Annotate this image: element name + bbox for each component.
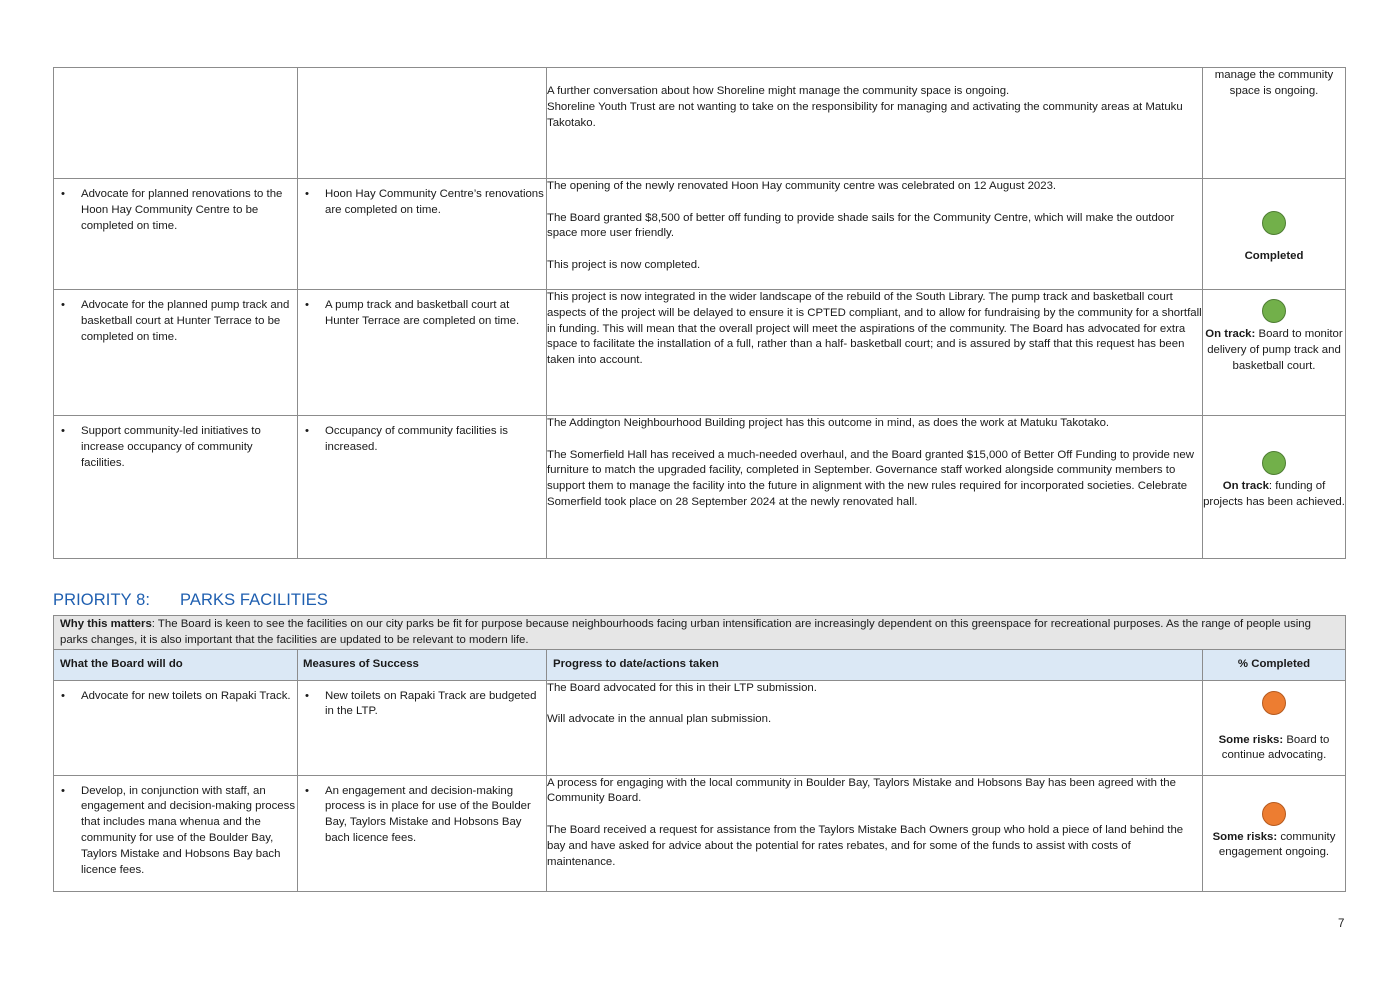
action-cell	[54, 680, 298, 775]
table-row	[54, 680, 1346, 775]
progress-paragraph: Will advocate in the annual plan submission.	[547, 713, 772, 726]
action-item: • Develop, in conjunction with staff, an engagement and decision-making process that includes mana whenua and the community for use of the Boulder Bay, Taylors Mistake and Hobsons Bay bach licence fees.	[54, 784, 297, 879]
action-item: • Advocate for the planned pump track and basketball court at Hunter Terrace to be completed on time.	[54, 298, 297, 345]
measure-item: • An engagement and decision-making process is in place for use of the Boulder Bay, Taylors Mistake and Hobsons Bay bach licence fees.	[298, 784, 546, 847]
why-this-matters-row	[54, 616, 1346, 650]
status-cell	[1203, 680, 1346, 775]
measure-item: • New toilets on Rapaki Track are budgeted in the LTP.	[298, 689, 546, 721]
status-label: On track	[1222, 480, 1269, 492]
status-cell	[1203, 179, 1346, 290]
progress-cell	[547, 775, 1203, 891]
status-label: Some risks:	[1218, 733, 1284, 746]
measure-cell	[298, 775, 547, 891]
progress-cell	[547, 68, 1203, 179]
progress-cell	[547, 416, 1203, 559]
header-row	[54, 649, 1346, 680]
measure-item: • Occupancy of community facilities is increased.	[298, 424, 546, 456]
action-cell	[54, 416, 298, 559]
table-row	[54, 290, 1346, 416]
action-item: • Support community-led initiatives to increase occupancy of community facilities.	[54, 424, 297, 471]
table-row	[54, 179, 1346, 290]
column-header-progress: Progress to date/actions taken	[547, 649, 1203, 680]
progress-paragraph: The Addington Neighbourhood Building project has this outcome in mind, as does the work at Matuku Takotako.	[547, 417, 1110, 429]
status-cell	[1203, 416, 1346, 559]
table-row	[54, 416, 1346, 559]
table-row	[54, 68, 1346, 179]
measure-cell	[298, 68, 547, 179]
status-text: : funding of projects has been achieved.	[1203, 480, 1345, 508]
progress-cell	[547, 290, 1203, 416]
table-row	[54, 775, 1346, 891]
why-this-matters-cell	[54, 616, 1346, 650]
action-cell	[54, 775, 298, 891]
status-label: Some risks:	[1212, 830, 1278, 843]
priority-title: PARKS FACILITIES	[180, 591, 329, 609]
status-indicator-orange	[1262, 691, 1286, 715]
why-text: : The Board is keen to see the facilities on our city parks be fit for purpose because neighbourhoods facing urban intensification are increasingly dependent on this greenspace for recreational purposes. As the range of people using parks changes, it is also important that the facilities are updated to be relevant to modern life.	[60, 618, 1311, 646]
page-number: 7	[1338, 918, 1345, 930]
progress-paragraph: The Board advocated for this in their LTP submission.	[547, 681, 817, 694]
action-cell	[54, 179, 298, 290]
progress-paragraph: The Board received a request for assistance from the Taylors Mistake Bach Owners group who hold a piece of land behind the bay and have asked for advice about the potential for rates rebates, and for some of the funds to assist with costs of maintenance.	[547, 823, 1184, 868]
progress-paragraph: This project is now completed.	[547, 258, 701, 271]
progress-paragraph: Shoreline Youth Trust are not wanting to take on the responsibility for managing and activating the community areas at Matuku Takotako.	[547, 100, 1183, 129]
column-header-measure: Measures of Success	[298, 649, 547, 680]
action-cell	[54, 68, 298, 179]
status-cell	[1203, 68, 1346, 179]
status-text: community engagement ongoing.	[1218, 830, 1336, 859]
status-cell	[1203, 775, 1346, 891]
status-label: Completed	[1244, 250, 1304, 262]
measure-item: • Hoon Hay Community Centre’s renovations are completed on time.	[298, 187, 546, 219]
column-header-action: What the Board will do	[54, 649, 298, 680]
progress-cell	[547, 179, 1203, 290]
priority-7-table-continued	[53, 67, 1346, 559]
measure-item: • A pump track and basketball court at Hunter Terrace are completed on time.	[298, 298, 546, 330]
status-cell	[1203, 290, 1346, 416]
measure-cell	[298, 179, 547, 290]
progress-paragraph: This project is now integrated in the wider landscape of the rebuild of the South Library. The pump track and basketball court aspects of the project will be delayed to ensure it is CPTED compliant, and to allow for fundraising by the community for a shortfall in funding. This will mean that the overall project will meet the aspirations of the community. The Board has advocated for extra space to facilitate the installation of a full, rather than a half- basketball court; and is assured by staff that this request has been taken into account.	[547, 291, 1202, 367]
status-text: Board to monitor delivery of pump track and basketball court.	[1207, 328, 1343, 372]
progress-paragraph: A process for engaging with the local community in Boulder Bay, Taylors Mistake and Hobsons Bay has been agreed with the Community Board.	[547, 776, 1176, 805]
priority-8-table	[53, 615, 1346, 892]
action-item: • Advocate for planned renovations to the Hoon Hay Community Centre to be completed on time.	[54, 187, 297, 234]
progress-paragraph: The Somerfield Hall has received a much-needed overhaul, and the Board granted $15,000 of Better Off Funding to provide new furniture to match the upgraded facility, completed in September. Governance staff worked alongside community members to support them to manage the facility into the future in alignment with the new rules required for incorporated societies. Celebrate Somerfield took place on 28 September 2024 at the newly renovated hall.	[547, 448, 1194, 508]
status-label: On track:	[1205, 328, 1256, 340]
status-indicator-orange	[1262, 802, 1286, 826]
progress-paragraph: The Board granted $8,500 of better off funding to provide shade sails for the Community Centre, which will make the outdoor space more user friendly.	[547, 211, 1175, 240]
measure-cell	[298, 416, 547, 559]
measure-cell	[298, 290, 547, 416]
measure-cell	[298, 680, 547, 775]
why-label: Why this matters	[60, 618, 152, 630]
priority-number: PRIORITY 8:	[53, 591, 151, 609]
status-indicator-green	[1262, 451, 1286, 475]
progress-cell	[547, 680, 1203, 775]
progress-paragraph: The opening of the newly renovated Hoon Hay community centre was celebrated on 12 August 2023.	[547, 180, 1057, 192]
progress-paragraph: A further conversation about how Shoreline might manage the community space is ongoing.	[547, 85, 1010, 97]
status-indicator-green	[1262, 211, 1286, 235]
action-cell	[54, 290, 298, 416]
status-indicator-green	[1262, 299, 1286, 323]
action-item: • Advocate for new toilets on Rapaki Track.	[54, 689, 297, 705]
status-text: Board to continue advocating.	[1221, 733, 1330, 762]
status-text: manage the community space is ongoing.	[1214, 69, 1334, 97]
priority-heading	[53, 591, 329, 610]
column-header-completed: % Completed	[1203, 649, 1346, 680]
